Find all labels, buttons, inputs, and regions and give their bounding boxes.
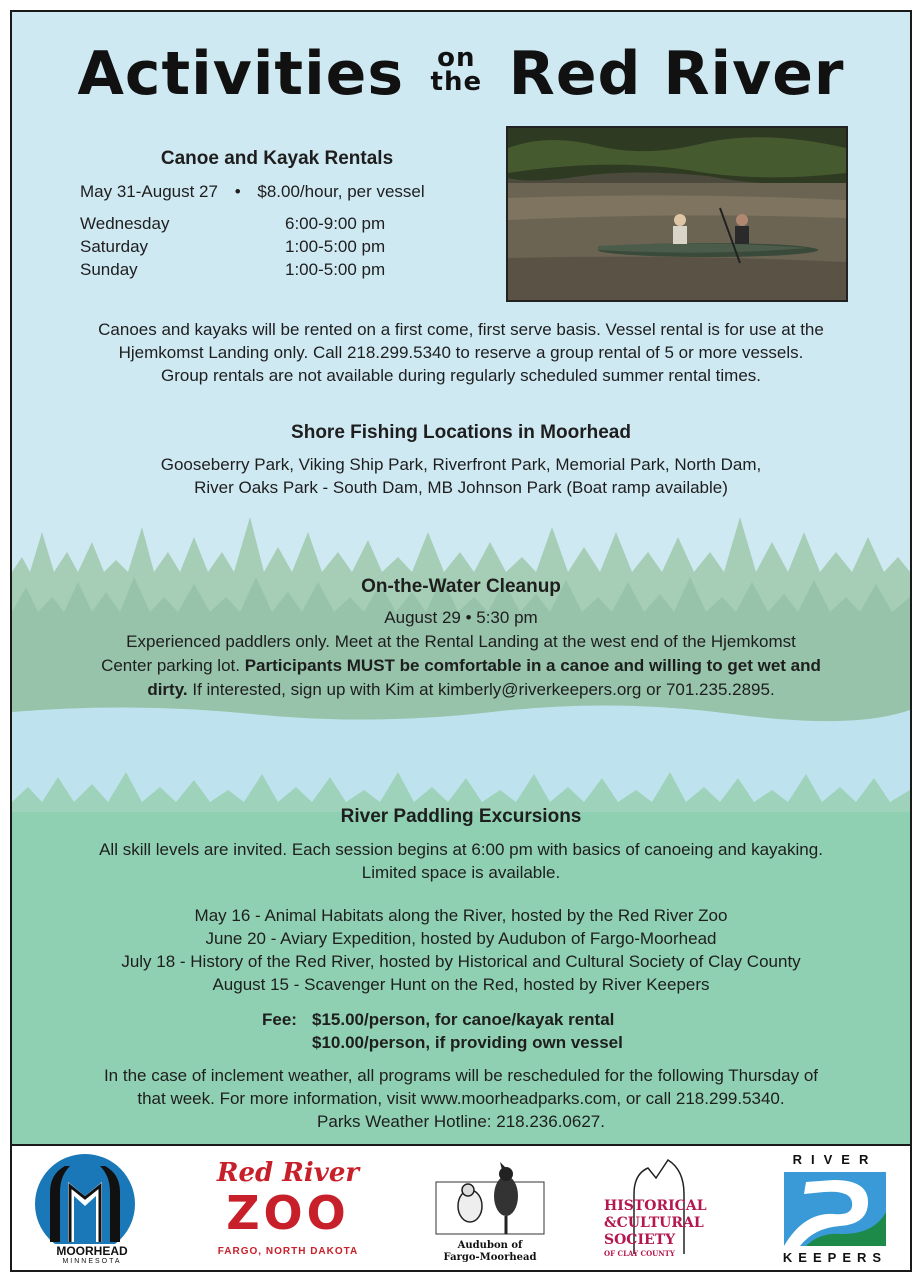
red-river-zoo-logo (208, 1158, 368, 1270)
cleanup-normal: If interested, sign up with Kim at kimberly@riverkeepers.org or 701.235.2895. (187, 680, 775, 699)
audubon-line: Fargo-Moorhead (443, 1252, 537, 1263)
excursions-intro (12, 838, 910, 884)
cleanup-bold: Participants MUST be comfortable in a canoe and willing to get wet and (244, 656, 821, 675)
excursions-heading: River Paddling Excursions (340, 806, 582, 827)
cleanup-when: August 29 • 5:30 pm (384, 608, 538, 627)
historical-line: SOCIETY (604, 1232, 676, 1248)
schedule-day: Saturday (80, 237, 149, 256)
historical-society-logo (598, 1154, 718, 1266)
event-item: May 16 - Animal Habitats along the River, hosted by the Red River Zoo (194, 906, 728, 925)
audubon-text (430, 1240, 550, 1264)
fishing-heading: Shore Fishing Locations in Moorhead (291, 422, 631, 443)
title-part1: Activities (77, 39, 405, 109)
historical-sub: OF CLAY COUNTY (604, 1249, 675, 1258)
intro-line: All skill levels are invited. Each session begins at 6:00 pm with basics of canoeing and kayaking. (99, 840, 823, 859)
fishing-line: River Oaks Park - South Dam, MB Johnson Park (Boat ramp available) (194, 478, 728, 497)
historical-text (604, 1198, 714, 1258)
schedule-time: 1:00-5:00 pm (285, 260, 386, 279)
title-part2: Red River (508, 39, 845, 109)
schedule-row (80, 258, 500, 281)
moorhead-sub: MINNESOTA (62, 1258, 122, 1265)
zoo-line2: ZOO (226, 1186, 350, 1240)
keepers-bottom: KEEPERS (782, 1250, 888, 1265)
fishing-line: Gooseberry Park, Viking Ship Park, Riverfront Park, Memorial Park, North Dam, (160, 455, 762, 474)
fee-label: Fee: (262, 1010, 297, 1029)
event-item: July 18 - History of the Red River, hosted by Historical and Cultural Society of Clay County (121, 952, 801, 971)
weather-line: Parks Weather Hotline: 218.236.0627. (317, 1112, 605, 1131)
cleanup-line: Experienced paddlers only. Meet at the Rental Landing at the west end of the Hjemkomst (126, 632, 796, 651)
zoo-line1: Red River (216, 1158, 360, 1188)
rentals-heading: Canoe and Kayak Rentals (160, 148, 394, 169)
moorhead-logo (30, 1152, 140, 1265)
fishing-locations (12, 453, 910, 499)
paragraph-line: Canoes and kayaks will be rented on a first come, first serve basis. Vessel rental is for use at the (98, 320, 824, 339)
excursions-fees (262, 1008, 762, 1054)
cleanup-details (12, 630, 910, 702)
cleanup-line (12, 654, 910, 678)
river-keepers-r-icon (784, 1172, 886, 1246)
rentals-dates-price (80, 180, 510, 203)
fee-spacer (262, 1031, 312, 1054)
title-on: on (437, 43, 476, 74)
schedule-day: Sunday (80, 260, 138, 279)
bullet: • (234, 182, 241, 201)
rentals-price: $8.00/hour, per vessel (257, 182, 425, 201)
audubon-birds-icon (430, 1162, 550, 1236)
historical-line: HISTORICAL (604, 1198, 707, 1214)
audubon-line: Audubon of (457, 1240, 523, 1251)
intro-line: Limited space is available. (361, 863, 561, 882)
flyer-title (12, 39, 910, 109)
rentals-paragraph (12, 318, 910, 387)
schedule-row (80, 235, 500, 258)
paragraph-line: Hjemkomst Landing only. Call 218.299.5340 to reserve a group rental of 5 or more vessels. (118, 343, 804, 362)
schedule-time: 1:00-5:00 pm (285, 237, 386, 256)
weather-line: In the case of inclement weather, all programs will be rescheduled for the following Thursday of (103, 1066, 819, 1085)
sponsor-logos (12, 1144, 910, 1272)
historical-line: &CULTURAL (604, 1215, 704, 1231)
weather-note (12, 1064, 910, 1133)
event-item: August 15 - Scavenger Hunt on the Red, hosted by River Keepers (212, 975, 710, 994)
river-keepers-logo (778, 1152, 892, 1270)
fee-row (262, 1031, 762, 1054)
weather-line: that week. For more information, visit www.moorheadparks.com, or call 218.299.5340. (137, 1089, 785, 1108)
cleanup-normal: Center parking lot. (101, 656, 245, 675)
cleanup-line (12, 678, 910, 702)
flyer-page (10, 10, 912, 1272)
fee-2: $10.00/person, if providing own vessel (312, 1033, 623, 1052)
schedule-day: Wednesday (80, 214, 170, 233)
kayak-photo (506, 126, 848, 302)
title-the: the (430, 66, 483, 97)
cleanup-heading: On-the-Water Cleanup (361, 576, 561, 597)
event-item: June 20 - Aviary Expedition, hosted by Audubon of Fargo-Moorhead (205, 929, 717, 948)
fee-1: $15.00/person, for canoe/kayak rental (312, 1010, 615, 1029)
zoo-sub: FARGO, NORTH DAKOTA (217, 1246, 359, 1257)
keepers-top: RIVER (792, 1152, 878, 1167)
schedule-time: 6:00-9:00 pm (285, 214, 386, 233)
rentals-schedule (80, 212, 500, 281)
schedule-row (80, 212, 500, 235)
fee-row (262, 1008, 762, 1031)
excursions-events (12, 904, 910, 996)
rentals-dates: May 31-August 27 (80, 182, 218, 201)
paragraph-line: Group rentals are not available during regularly scheduled summer rental times. (160, 366, 762, 385)
cleanup-bold: dirty. (147, 680, 188, 699)
audubon-logo (430, 1162, 550, 1270)
moorhead-name: MOORHEAD (42, 1244, 142, 1258)
kayak-photo-illustration (508, 128, 846, 300)
title-on-the (430, 43, 483, 97)
